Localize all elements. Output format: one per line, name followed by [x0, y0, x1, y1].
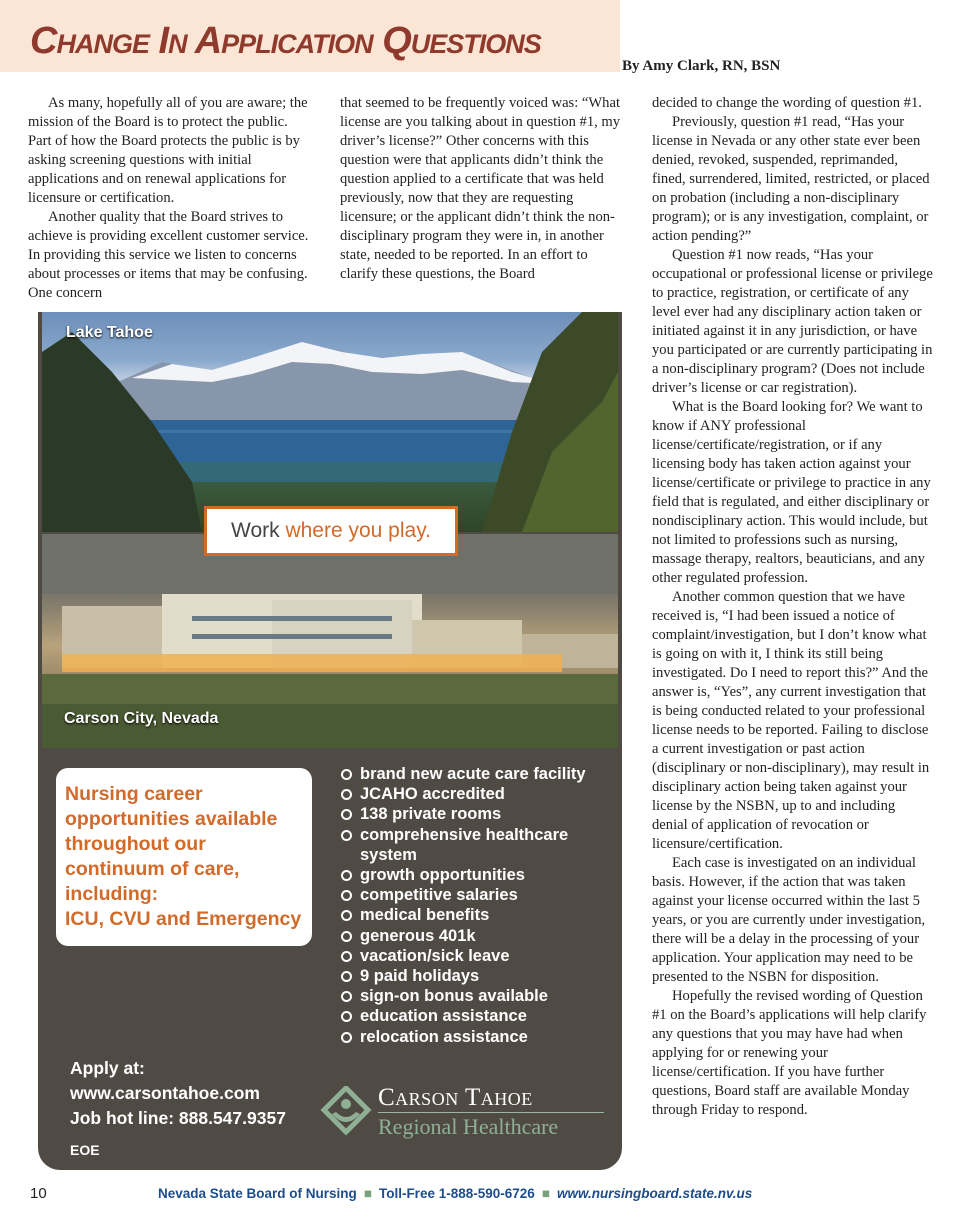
- carson-city-photo: [42, 534, 618, 748]
- career-line: including:: [65, 883, 159, 905]
- bullet-circle-icon: [341, 890, 352, 901]
- paragraph: that seemed to be frequently voiced was: “What license are you talking about in question #1, my driver’s license?” Other concerns with this question were that applicants didn’t think the question applied to a certificate that was held previously, now that they are requesting licensure; or the applicant didn’t think the non-disciplinary program they were in, in another state, needed to be reported. In an effort to clarify these questions, the Board: [340, 95, 621, 282]
- carson-tahoe-advertisement: [38, 312, 622, 1170]
- benefit-item: [340, 966, 620, 986]
- paragraph: As many, hopefully all of you are aware; the mission of the Board is to protect the public. Part of how the Board protects the public is by asking screening questions with initial applications and on renewal applications for licensure or certification.: [28, 95, 308, 206]
- lake-mountains-illustration: [42, 312, 618, 532]
- bullet-circle-icon: [341, 991, 352, 1002]
- footer: [158, 1186, 752, 1201]
- benefit-text: relocation assistance: [360, 1027, 528, 1046]
- caring-hands-icon: [318, 1086, 374, 1136]
- bullet-circle-icon: [341, 931, 352, 942]
- paragraph: Previously, question #1 read, “Has your license in Nevada or any other state ever been denied, revoked, suspended, reprimanded, fined, surrendered, limited, restricted, or placed on probation (including a non-disciplinary program); or is any investigation, complaint, or action pending?”: [652, 114, 930, 244]
- paragraph: Another quality that the Board strives to achieve is providing excellent customer service. In providing this service we listen to concerns about processes or items that may be confusing. One concern: [28, 209, 309, 301]
- bullet-circle-icon: [341, 809, 352, 820]
- benefit-item: [340, 885, 620, 905]
- footer-phone: Toll-Free 1-888-590-6726: [378, 1186, 535, 1201]
- benefit-text: medical benefits: [360, 906, 490, 925]
- career-line: Nursing career: [65, 783, 203, 805]
- page-number: 10: [30, 1185, 47, 1202]
- benefit-text: education assistance: [360, 1007, 527, 1026]
- bullet-circle-icon: [341, 789, 352, 800]
- benefit-item: [340, 946, 620, 966]
- benefit-item: [340, 784, 620, 804]
- benefit-text: generous 401k: [360, 926, 476, 945]
- footer-url-link[interactable]: www.nursingboard.state.nv.us: [556, 1186, 753, 1201]
- tagline-box: [204, 506, 458, 556]
- benefit-text: competitive salaries: [360, 886, 518, 905]
- benefit-item: [340, 926, 620, 946]
- bullet-circle-icon: [341, 951, 352, 962]
- benefit-text: sign-on bonus available: [360, 987, 548, 1006]
- benefit-item: [340, 1006, 620, 1026]
- benefit-text: vacation/sick leave: [360, 946, 510, 965]
- paragraph: Hopefully the revised wording of Question #1 on the Board’s applications will help clarify any questions that you may have had when applying for or renewing your license/certification. If you have further questions, Board staff are available Monday through Friday to respond.: [652, 988, 927, 1118]
- career-line: ICU, CVU and Emergency: [65, 908, 302, 930]
- carson-tahoe-logo: [318, 1082, 618, 1144]
- tagline-part-2: where you play.: [285, 519, 431, 542]
- footer-org: Nevada State Board of Nursing: [158, 1186, 357, 1201]
- bullet-circle-icon: [341, 910, 352, 921]
- lake-tahoe-label: Lake Tahoe: [66, 324, 153, 341]
- benefit-text: growth opportunities: [360, 866, 525, 885]
- career-line: continuum of care,: [65, 858, 240, 880]
- bullet-circle-icon: [341, 1032, 352, 1043]
- benefit-item: [340, 825, 620, 865]
- benefit-text: JCAHO accredited: [360, 785, 505, 804]
- career-opportunities-box: [56, 768, 312, 946]
- article-column-1: [28, 94, 310, 303]
- apply-url-link[interactable]: www.carsontahoe.com: [70, 1083, 260, 1103]
- logo-subtitle: Regional Healthcare: [378, 1114, 559, 1139]
- eoe-label: EOE: [70, 1142, 100, 1158]
- logo-divider: [378, 1112, 604, 1113]
- apply-heading: Apply at:: [70, 1058, 145, 1078]
- paragraph: decided to change the wording of question #1.: [652, 95, 922, 111]
- benefit-text: comprehensive healthcare system: [360, 825, 569, 864]
- bullet-circle-icon: [341, 870, 352, 881]
- bullet-circle-icon: [341, 1011, 352, 1022]
- career-line: throughout our: [65, 833, 206, 855]
- article-column-2: [340, 94, 622, 284]
- square-bullet-icon: ■: [363, 1186, 372, 1201]
- paragraph: Question #1 now reads, “Has your occupational or professional license or privilege to practice, registration, or certificate of any level ever had any disciplinary action taken or initiated against it in any jurisdiction, or have you participated or are currently participating in a non-disciplinary program? (Does not include driver’s license or car registration).: [652, 247, 933, 396]
- bullet-circle-icon: [341, 830, 352, 841]
- carson-city-label: Carson City, Nevada: [64, 710, 219, 727]
- article-column-3: [652, 94, 934, 1120]
- benefit-text: 9 paid holidays: [360, 967, 480, 986]
- benefit-item: [340, 764, 620, 784]
- bullet-circle-icon: [341, 971, 352, 982]
- benefits-list: [340, 764, 620, 1047]
- apply-info: [70, 1056, 286, 1131]
- career-line: opportunities available: [65, 808, 278, 830]
- tagline-part-1: Work: [231, 519, 286, 542]
- benefit-item: [340, 1027, 620, 1047]
- byline: By Amy Clark, RN, BSN: [622, 58, 781, 74]
- paragraph: Each case is investigated on an individual basis. However, if the action that was taken against your license occurred within the last 5 years, or you are currently under investigation, there will be a delay in the processing of your application. Your application may need to be presented to the NSBN for disposition.: [652, 855, 926, 985]
- benefit-item: [340, 865, 620, 885]
- logo-name: Carson Tahoe: [378, 1084, 533, 1111]
- benefit-text: 138 private rooms: [360, 805, 502, 824]
- benefit-text: brand new acute care facility: [360, 765, 586, 783]
- benefit-item: [340, 986, 620, 1006]
- benefit-item: [340, 905, 620, 925]
- benefit-item: [340, 804, 620, 824]
- paragraph: Another common question that we have received is, “I had been issued a notice of complaint/investigation, but I don’t know what is going on with it, I think its still being investigated. Do I need to report this?” And the answer is, “Yes”, any current investigation that is being conducted related to your professional license needs to be reported. Failing to disclose a current investigation or past action (disciplinary or non-disciplinary), may result in disciplinary action being taken against your license by the NSBN, up to and including denial of application of revocation or licensure/certification.: [652, 589, 930, 852]
- paragraph: What is the Board looking for? We want to know if ANY professional license/certificate/registration, or if any licensing body has taken action against your license/certificate or privilege to practice in any field that is regulated, and either disciplinary or nondisciplinary action. This would include, but not limited to professions such as nursing, massage therapy, realtors, beauticians, and any other regulated profession.: [652, 399, 931, 586]
- square-bullet-icon: ■: [541, 1186, 550, 1201]
- job-hotline: Job hot line: 888.547.9357: [70, 1108, 286, 1128]
- article-title: Change In Application Questions: [30, 20, 541, 62]
- bullet-circle-icon: [341, 769, 352, 780]
- lake-tahoe-photo: [42, 312, 618, 532]
